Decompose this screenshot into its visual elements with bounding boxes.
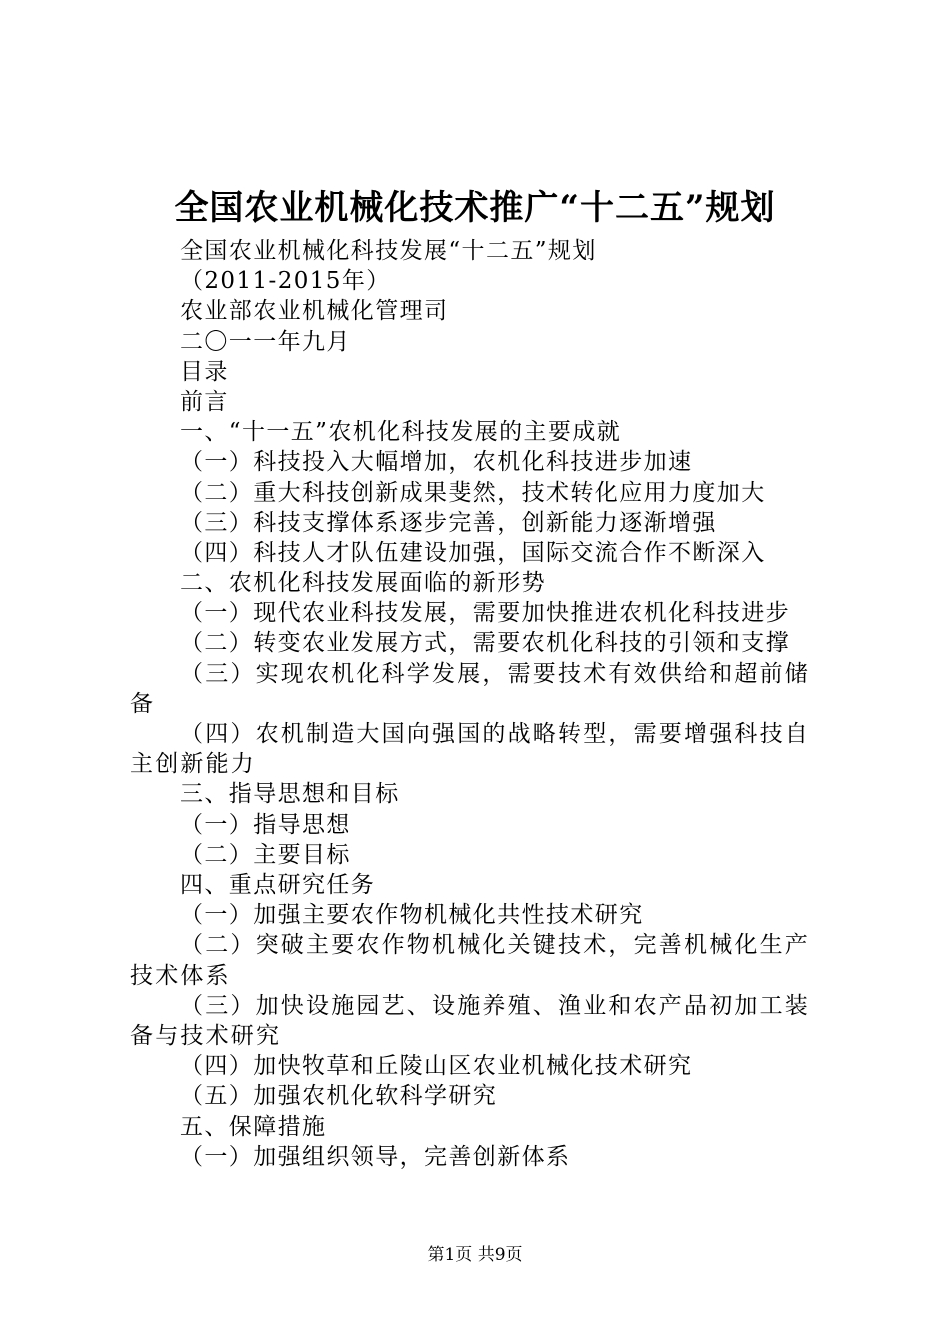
date-line: 二〇一一年九月 [180,328,351,355]
subtitle-line: 全国农业机械化科技发展“十二五”规划 [180,238,597,264]
toc-item: （一）加强主要农作物机械化共性技术研究 [180,902,644,929]
toc-item: 三、指导思想和目标 [180,781,400,808]
toc-item: （三）实现农机化科学发展，需要技术有效供给和超前储备 [130,660,810,717]
toc-item: （四）农机制造大国向强国的战略转型，需要增强科技自主创新能力 [130,721,810,778]
toc-item: （三）科技支撑体系逐步完善，创新能力逐渐增强 [180,509,717,536]
toc-item: （二）转变农业发展方式，需要农机化科技的引领和支撑 [180,630,790,657]
toc-item: （一）加强组织领导，完善创新体系 [180,1143,571,1170]
toc-item: 四、重点研究任务 [180,872,376,898]
toc-heading: 目录 [180,358,229,385]
toc-item: （三）加快设施园艺、设施养殖、渔业和农产品初加工装备与技术研究 [130,992,810,1049]
toc-item: （四）科技人才队伍建设加强，国际交流合作不断深入 [180,539,766,566]
issuer-line: 农业部农业机械化管理司 [180,298,449,325]
toc-item: （二）主要目标 [180,841,351,868]
toc-item: （一）指导思想 [180,811,351,838]
toc-item: （五）加强农机化软科学研究 [180,1083,498,1110]
document-title: 全国农业机械化技术推广“十二五”规划 [174,188,776,228]
toc-item: （一）科技投入大幅增加，农机化科技进步加速 [180,449,693,476]
year-range-line: （2011-2015年） [180,268,391,295]
toc-item: 前言 [180,388,229,415]
document-body [130,236,834,1172]
toc-item: 二、农机化科技发展面临的新形势 [180,570,546,597]
toc-item: （四）加快牧草和丘陵山区农业机械化技术研究 [180,1053,693,1080]
toc-item: 一、“十一五”农机化科技发展的主要成就 [180,419,622,446]
toc-item: （一）现代农业科技发展，需要加快推进农机化科技进步 [180,600,790,627]
toc-item: （二）重大科技创新成果斐然，技术转化应用力度加大 [180,479,766,506]
toc-item: 五、保障措施 [180,1113,327,1140]
page-footer: 第1页 共9页 [427,1245,523,1265]
toc-item: （二）突破主要农作物机械化关键技术，完善机械化生产技术体系 [130,932,810,989]
